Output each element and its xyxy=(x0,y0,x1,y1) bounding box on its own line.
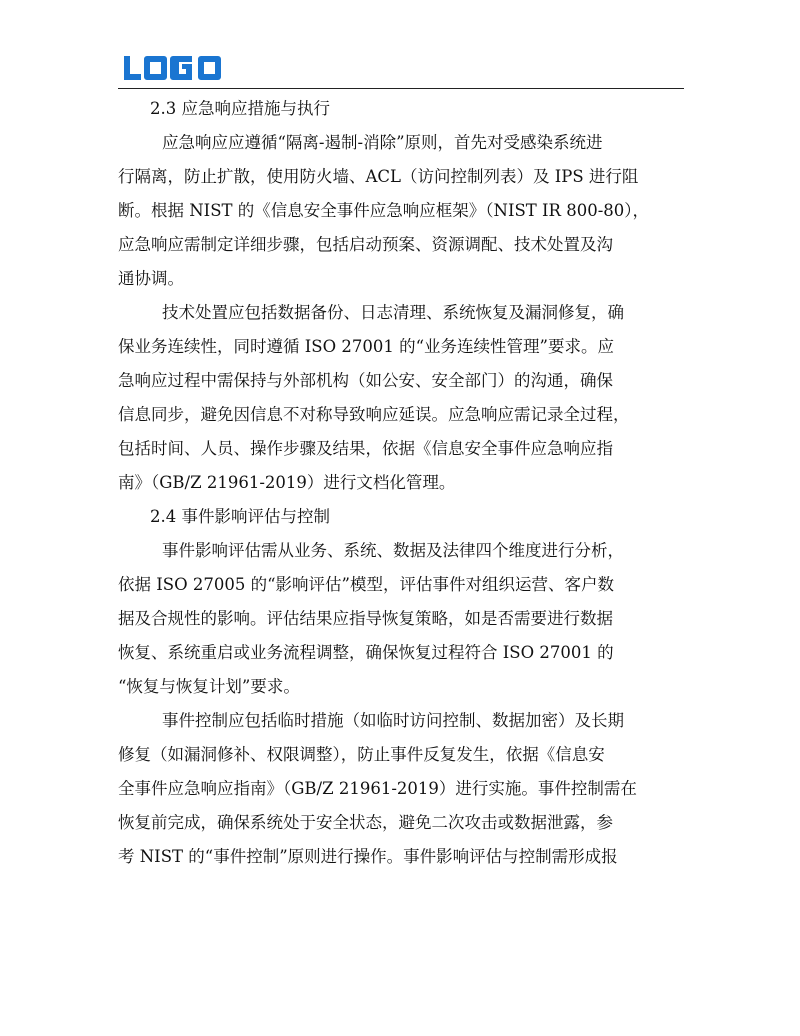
header-rule xyxy=(118,88,684,89)
paragraph-line: 急响应过程中需保持与外部机构（如公安、安全部门）的沟通，确保 xyxy=(118,371,613,390)
paragraph-line: “恢复与恢复计划”要求。 xyxy=(118,677,300,696)
paragraph-line: 据及合规性的影响。评估结果应指导恢复策略，如是否需要进行数据 xyxy=(118,609,613,628)
paragraph xyxy=(118,534,694,704)
paragraph-line: 考 NIST 的“事件控制”原则进行操作。事件影响评估与控制需形成报 xyxy=(118,847,618,866)
paragraph xyxy=(118,126,694,296)
paragraph-line: 保业务连续性，同时遵循 ISO 27001 的“业务连续性管理”要求。应 xyxy=(118,337,614,356)
paragraph-line: 断。根据 NIST 的《信息安全事件应急响应框架》（NIST IR 800-80）， xyxy=(118,201,650,220)
paragraph-line: 行隔离，防止扩散，使用防火墙、ACL（访问控制列表）及 IPS 进行阻 xyxy=(118,167,639,186)
document-body xyxy=(118,92,694,874)
section-heading: 2.4 事件影响评估与控制 xyxy=(150,507,330,526)
paragraph-line: 修复（如漏洞修补、权限调整），防止事件反复发生，依据《信息安 xyxy=(118,745,605,764)
paragraph-line: 恢复前完成，确保系统处于安全状态，避免二次攻击或数据泄露，参 xyxy=(118,813,613,832)
paragraph-line: 信息同步，避免因信息不对称导致响应延误。应急响应需记录全过程， xyxy=(118,405,630,424)
paragraph-line: 全事件应急响应指南》（GB/Z 21961-2019）进行实施。事件控制需在 xyxy=(118,779,637,798)
paragraph-line: 通协调。 xyxy=(118,269,184,288)
paragraph-line: 恢复、系统重启或业务流程调整，确保恢复过程符合 ISO 27001 的 xyxy=(118,643,614,662)
paragraph-line: 事件控制应包括临时措施（如临时访问控制、数据加密）及长期 xyxy=(162,711,624,730)
paragraph-line: 应急响应需制定详细步骤，包括启动预案、资源调配、技术处置及沟 xyxy=(118,235,613,254)
paragraph-line: 事件影响评估需从业务、系统、数据及法律四个维度进行分析， xyxy=(162,541,624,560)
paragraph-line: 技术处置应包括数据备份、日志清理、系统恢复及漏洞修复，确 xyxy=(162,303,624,322)
paragraph xyxy=(118,704,694,874)
paragraph-line: 应急响应应遵循“隔离-遏制-消除”原则，首先对受感染系统进 xyxy=(162,133,603,152)
paragraph-line: 包括时间、人员、操作步骤及结果，依据《信息安全事件应急响应指 xyxy=(118,439,613,458)
logo xyxy=(122,52,222,86)
paragraph-line: 依据 ISO 27005 的“影响评估”模型，评估事件对组织运营、客户数 xyxy=(118,575,614,594)
section-heading: 2.3 应急响应措施与执行 xyxy=(150,99,330,118)
paragraph-line: 南》（GB/Z 21961-2019）进行文档化管理。 xyxy=(118,473,456,492)
paragraph xyxy=(118,296,694,500)
